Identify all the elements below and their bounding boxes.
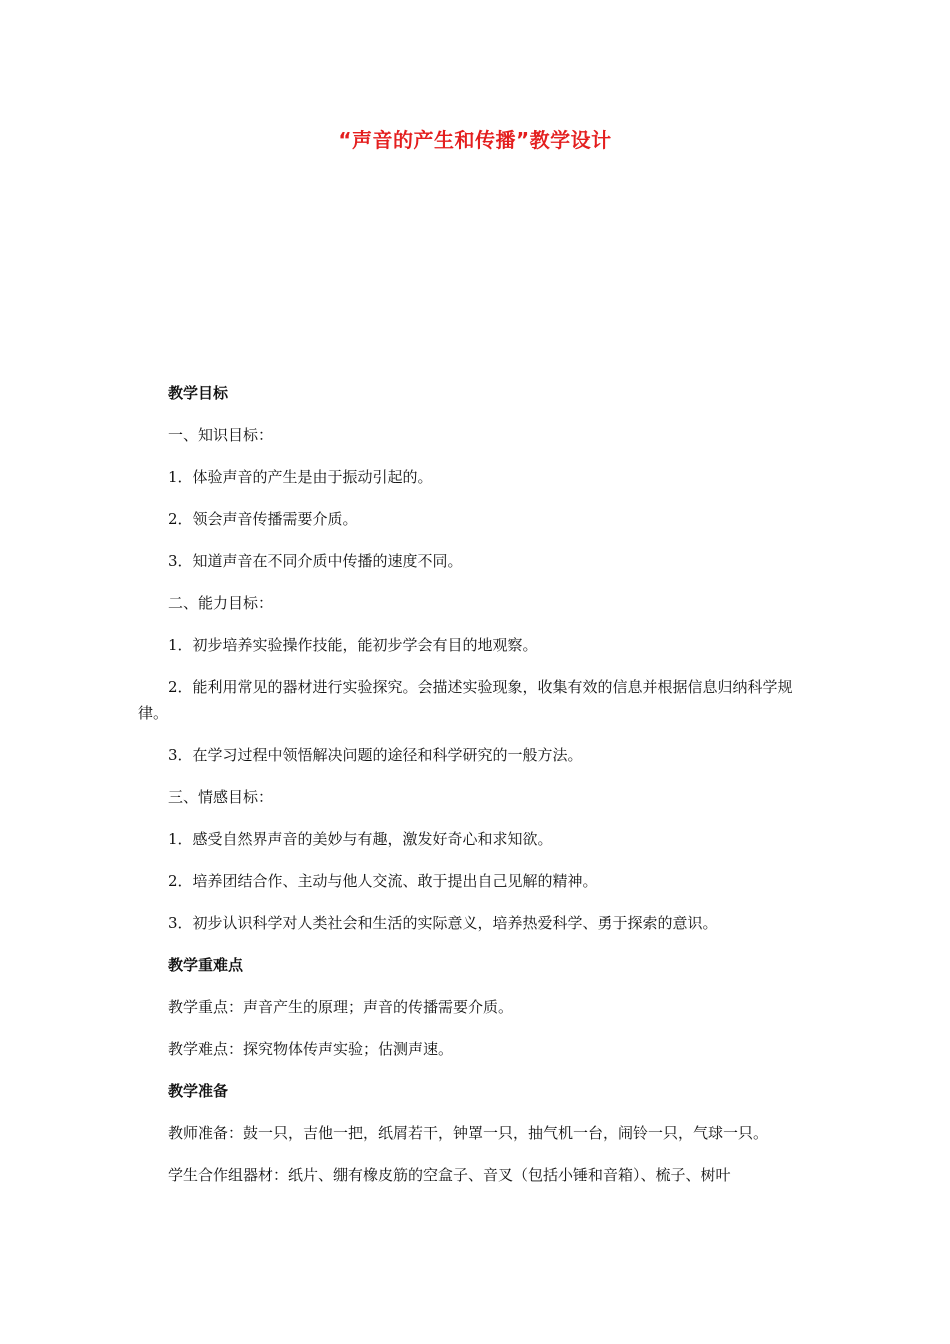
section-heading-preparation: 教学准备 bbox=[168, 1082, 229, 1100]
section-heading-key-points: 教学重难点 bbox=[168, 956, 244, 974]
knowledge-goal-2: 2．领会声音传播需要介质。 bbox=[168, 510, 358, 528]
document-body bbox=[138, 380, 818, 1204]
knowledge-goal-1: 1．体验声音的产生是由于振动引起的。 bbox=[168, 468, 433, 486]
knowledge-goal-3: 3．知道声音在不同介质中传播的速度不同。 bbox=[168, 552, 463, 570]
emotion-goal-1: 1．感受自然界声音的美妙与有趣，激发好奇心和求知欲。 bbox=[168, 830, 553, 848]
teacher-preparation: 教师准备：鼓一只，吉他一把，纸屑若干，钟罩一只，抽气机一台，闹铃一只，气球一只。 bbox=[168, 1124, 769, 1142]
student-materials: 学生合作组器材：纸片、绷有橡皮筋的空盒子、音叉（包括小锤和音箱）、梳子、树叶 bbox=[168, 1166, 731, 1184]
ability-goal-1: 1．初步培养实验操作技能，能初步学会有目的地观察。 bbox=[168, 636, 538, 654]
emotion-goal-2: 2．培养团结合作、主动与他人交流、敢于提出自己见解的精神。 bbox=[168, 872, 598, 890]
emotion-goal-3: 3．初步认识科学对人类社会和生活的实际意义，培养热爱科学、勇于探索的意识。 bbox=[168, 914, 718, 932]
ability-goals-title: 二、能力目标： bbox=[168, 594, 274, 612]
emotion-goals-title: 三、情感目标： bbox=[168, 788, 274, 806]
ability-goal-3: 3．在学习过程中领悟解决问题的途径和科学研究的一般方法。 bbox=[168, 746, 583, 764]
teaching-difficulty: 教学难点：探究物体传声实验；估测声速。 bbox=[168, 1040, 454, 1058]
section-heading-goals: 教学目标 bbox=[168, 384, 229, 402]
teaching-focus: 教学重点：声音产生的原理；声音的传播需要介质。 bbox=[168, 998, 514, 1016]
document-title: “声音的产生和传播”教学设计 bbox=[338, 128, 612, 152]
ability-goal-2: 2．能利用常见的器材进行实验探究。会描述实验现象，收集有效的信息并根据信息归纳科学规律。 bbox=[138, 678, 793, 722]
knowledge-goals-title: 一、知识目标： bbox=[168, 426, 274, 444]
